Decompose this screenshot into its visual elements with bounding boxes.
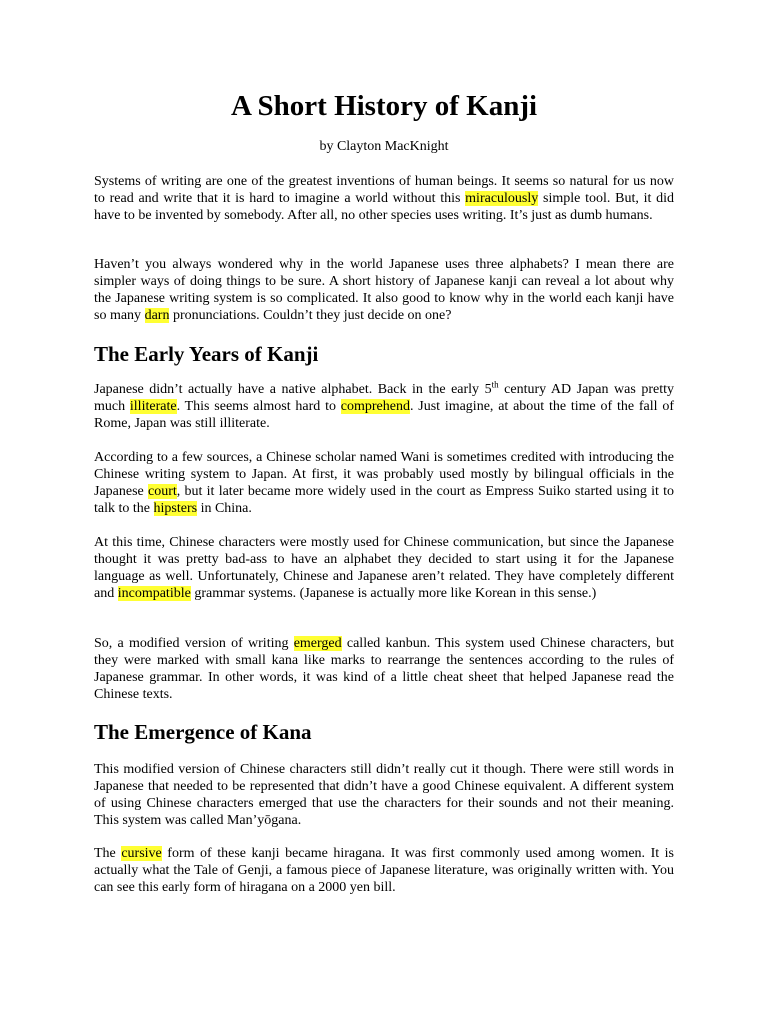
highlighted-word: court: [148, 484, 177, 499]
highlighted-word: darn: [144, 308, 170, 323]
author-byline: by Clayton MacKnight: [319, 139, 449, 154]
highlighted-word: emerged: [293, 636, 342, 651]
highlighted-word: illiterate: [129, 399, 177, 414]
paragraph: At this time, Chinese characters were mostly used for Chinese communication, but since the Japanese thought it was pretty bad-ass to have an alphabet they decided to start using it for the Japanese language as well. Unfortunately, Chinese and Japanese aren’t related. They have completely different and incompatible grammar systems. (Japanese is actually more like Korean in this sense.): [94, 535, 674, 601]
highlighted-word: miraculously: [465, 191, 539, 206]
paragraph: So, a modified version of writing emerged called kanbun. This system used Chinese characters, but they were marked with small kana like marks to rearrange the sentences according to the rules of Japanese grammar. In other words, it was kind of a little cheat sheet that helped Japanese read the Chinese texts.: [94, 636, 674, 702]
paragraph: According to a few sources, a Chinese scholar named Wani is sometimes credited with introducing the Chinese writing system to Japan. At first, it was probably used mostly by bilingual officials in the Japanese court, but it later became more widely used in the court as Empress Suiko started using it to talk to the hipsters in China.: [94, 450, 674, 516]
question-paragraph: Haven’t you always wondered why in the world Japanese uses three alphabets? I mean there are simpler ways of doing things to be sure. A short history of Japanese kanji can reveal a lot about why the Japanese writing system is so complicated. It also good to know why in the world each kanji have so many darn pronunciations. Couldn’t they just decide on one?: [94, 257, 674, 323]
paragraph: The cursive form of these kanji became hiragana. It was first commonly used among women. It is actually what the Tale of Genji, a famous piece of Japanese literature, was originally written with. You can see this early form of hiragana on a 2000 yen bill.: [94, 846, 675, 895]
highlighted-word: hipsters: [153, 501, 198, 516]
intro-paragraph: Systems of writing are one of the greatest inventions of human beings. It seems so natural for us now to read and write that it is hard to imagine a world without this miraculously simple tool. But, it did have to be invented by somebody. After all, no other species uses writing. It’s just as dumb humans.: [94, 174, 674, 223]
highlighted-word: comprehend: [340, 399, 410, 414]
highlighted-word: cursive: [121, 846, 162, 861]
highlighted-word: incompatible: [117, 586, 191, 601]
paragraph: This modified version of Chinese characters still didn’t really cut it though. There were still words in Japanese that needed to be represented that didn’t have a good Chinese equivalent. A different system of using Chinese characters emerged that use the characters for their sounds and not their meaning. This system was called Man’yōgana.: [94, 762, 674, 828]
section-heading-emergence-of-kana: The Emergence of Kana: [94, 720, 312, 744]
document-title: A Short History of Kanji: [230, 90, 538, 122]
section-heading-early-years: The Early Years of Kanji: [94, 342, 319, 366]
paragraph: Japanese didn’t actually have a native alphabet. Back in the early 5th century AD Japan was pretty much illiterate. This seems almost hard to comprehend. Just imagine, at about the time of the fall of Rome, Japan was still illiterate.: [94, 379, 674, 431]
